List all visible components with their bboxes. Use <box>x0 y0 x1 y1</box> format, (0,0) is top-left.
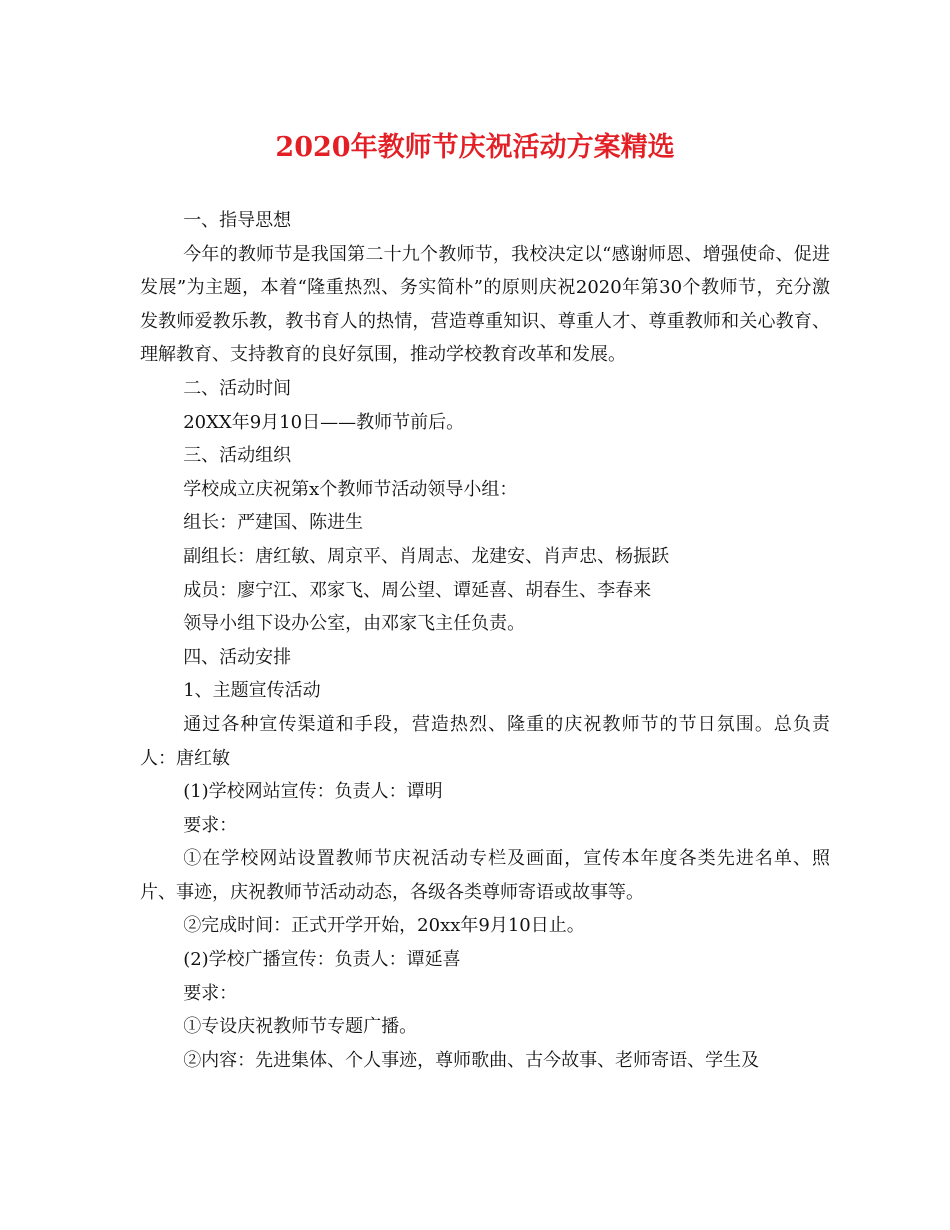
paragraph-activity-time: 20XX年9月10日——教师节前后。 <box>183 411 465 433</box>
heading-activity-organization: 三、活动组织 <box>183 445 292 467</box>
heading-guiding-ideology: 一、指导思想 <box>183 210 292 231</box>
item-special-broadcast: ①专设庆祝教师节专题广播。 <box>183 1016 418 1038</box>
paragraph-members: 成员：廖宁江、邓家飞、周公望、谭延喜、胡春生、李春来 <box>183 579 652 601</box>
item-broadcast-publicity: (2)学校广播宣传：负责人：谭延喜 <box>183 949 461 971</box>
item-website-column: ①在学校网站设置教师节庆祝活动专栏及画面，宣传本年度各类先进名单、照片、事迹，庆祝教师节活动动态，各级各类尊师寄语或故事等。 <box>140 848 830 903</box>
subheading-theme-publicity: 1、主题宣传活动 <box>183 680 321 702</box>
paragraph-theme-publicity: 通过各种宣传渠道和手段，营造热烈、隆重的庆祝教师节的节日氛围。总负责人：唐红敏 <box>140 713 830 769</box>
heading-activity-arrangement: 四、活动安排 <box>183 646 292 668</box>
item-website-publicity: (1)学校网站宣传：负责人：谭明 <box>183 781 443 803</box>
item-completion-time: ②完成时间：正式开学开始，20xx年9月10日止。 <box>183 915 585 937</box>
paragraph-group-leaders: 组长：严建国、陈进生 <box>183 512 364 534</box>
paragraph-deputy-leaders: 副组长：唐红敏、周京平、肖周志、龙建安、肖声忠、杨振跃 <box>183 545 670 567</box>
paragraph-leadership-group: 学校成立庆祝第x个教师节活动领导小组： <box>183 478 518 500</box>
item-broadcast-content: ②内容：先进集体、个人事迹，尊师歌曲、古今故事、老师寄语、学生及 <box>183 1049 760 1071</box>
label-requirements: 要求： <box>183 982 238 1004</box>
document-body <box>140 204 830 1077</box>
document-title: 2020年教师节庆祝活动方案精选 <box>275 132 675 163</box>
paragraph-office: 领导小组下设办公室，由邓家飞主任负责。 <box>183 613 526 635</box>
label-requirements: 要求： <box>183 814 238 836</box>
heading-activity-time: 二、活动时间 <box>183 377 292 399</box>
paragraph-guiding-ideology: 今年的教师节是我国第二十九个教师节，我校决定以“感谢师恩、增强使命、促进发展”为主题，本着“隆重热烈、务实简朴”的原则庆祝2020年第30个教师节，充分激发教师爱教乐教，教书育人的热情，营造尊重知识、尊重人才、尊重教师和关心教育、理解教育、支持教育的良好氛围，推动学校教育改革和发展。 <box>140 243 830 366</box>
